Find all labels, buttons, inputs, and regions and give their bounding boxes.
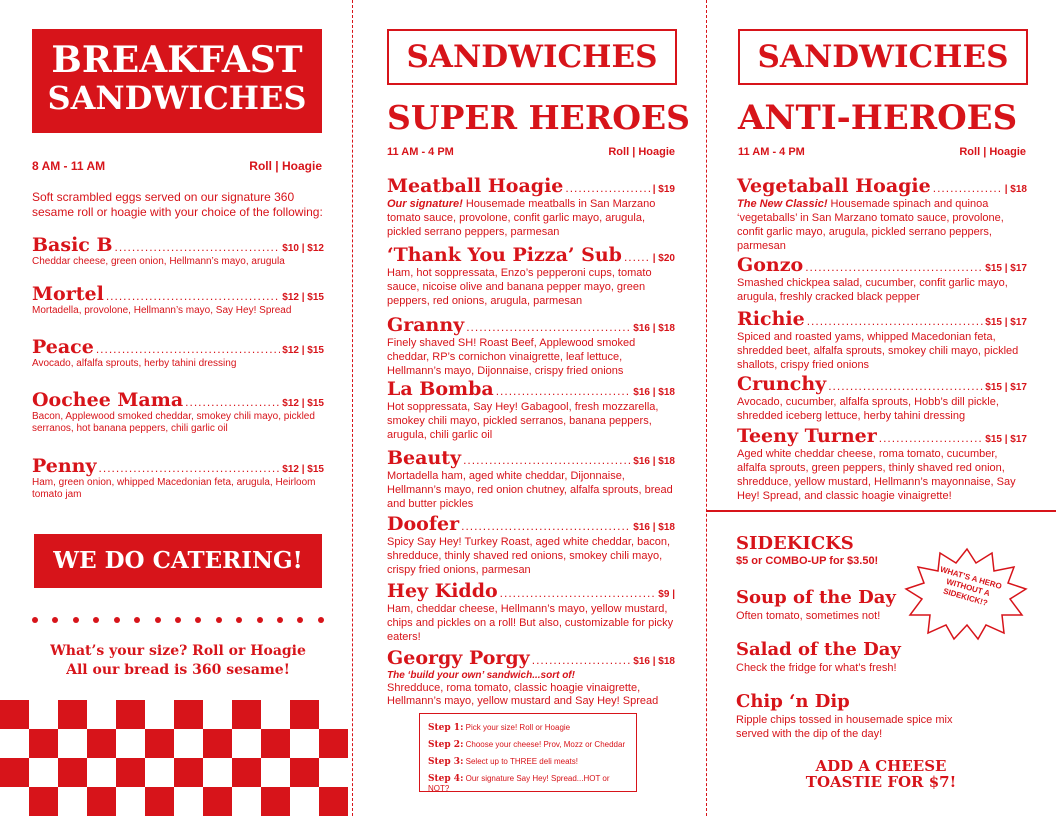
item-name: Penny <box>32 455 97 477</box>
sandwiches-heading-box <box>387 29 677 85</box>
menu-item <box>387 513 675 577</box>
step-row <box>428 757 628 767</box>
menu-item <box>387 647 675 708</box>
super-heroes-title: SUPER HEROES <box>387 98 690 137</box>
menu-item <box>387 314 675 378</box>
menu-item <box>737 175 1027 253</box>
item-price: $16 | $18 <box>633 323 675 334</box>
menu-item <box>32 336 324 370</box>
step-label: Step 2: <box>428 740 464 750</box>
side-item-description: Often tomato, sometimes not! <box>736 610 881 622</box>
item-name: Peace <box>32 336 94 358</box>
breakfast-bread: Roll | Hoagie <box>249 159 322 173</box>
menu-item <box>737 425 1027 503</box>
item-name: La Bomba <box>387 378 494 400</box>
step-row <box>428 774 628 793</box>
item-description: Aged white cheddar cheese, roma tomato, cucumber, alfalfa sprouts, green peppers, thinly shaved red onion, shredduce, yellow mustard, Hellmann’s mayonnaise, Say Hey! Spread, and classic hoagie vinaigrette! <box>737 448 1016 502</box>
item-price: $9 | <box>658 589 675 600</box>
side-item <box>736 691 966 741</box>
step-label: Step 1: <box>428 723 464 733</box>
item-price: $15 | $17 <box>985 263 1027 274</box>
menu-item <box>387 378 675 442</box>
item-description: Housemade meatballs in San Marzano tomato sauce, provolone, confit garlic mayo, arugula, pickled serrano peppers, parmesan <box>387 198 656 238</box>
item-name: Richie <box>737 308 805 330</box>
item-description: Finely shaved SH! Roast Beef, Applewood smoked cheddar, RP’s cornichon vinaigrette, leaf lettuce, Hellmann’s mayo, Dijonnaise, crispy fried onions <box>387 337 636 377</box>
menu-item <box>737 308 1027 372</box>
menu-item <box>32 389 324 435</box>
step-text: Our signature Say Hey! Spread...HOT or NOT? <box>428 774 610 793</box>
dot-divider <box>32 617 324 623</box>
item-price: $15 | $17 <box>985 317 1027 328</box>
sidekicks-title: SIDEKICKS <box>736 533 854 554</box>
item-description: Mortadella ham, aged white cheddar, Dijonnaise, Hellmann’s mayo, red onion chutney, alfalfa sprouts, bread and butter pickles <box>387 470 673 510</box>
item-name: ‘Thank You Pizza’ Sub <box>387 244 622 266</box>
item-price: $12 | $15 <box>282 345 324 356</box>
side-item-name: Soup of the Day <box>736 587 896 608</box>
menu-item <box>387 175 675 239</box>
side-item-description: Check the fridge for what’s fresh! <box>736 662 897 674</box>
menu-item <box>737 373 1027 423</box>
item-name: Beauty <box>387 447 462 469</box>
item-description: Ham, hot soppressata, Enzo’s pepperoni cups, tomato sauce, nicoise olive and banana pepper mayo, green peppers, red onions, arugula, parmesan <box>387 267 652 307</box>
item-description: Ham, cheddar cheese, Hellmann’s mayo, yellow mustard, chips and pickles on a roll! But also, customizable for picky eaters! <box>387 603 674 643</box>
item-price: $15 | $17 <box>985 382 1027 393</box>
item-name: Oochee Mama <box>32 389 184 411</box>
item-name: Gonzo <box>737 254 804 276</box>
item-price: $16 | $18 <box>633 522 675 533</box>
breakfast-title-line1: BREAKFAST <box>51 39 303 81</box>
side-item <box>736 639 976 675</box>
section-divider <box>706 510 1056 512</box>
item-name: Vegetaball Hoagie <box>737 175 931 197</box>
super-heroes-hours: 11 AM - 4 PM <box>387 146 454 158</box>
anti-heroes-hours-row <box>738 146 1026 158</box>
item-tagline: The ‘build your own’ sandwich...sort of! <box>387 670 575 681</box>
toastie-line2: TOASTIE FOR $7! <box>805 773 957 791</box>
menu-item <box>32 234 324 268</box>
item-name: Basic B <box>32 234 113 256</box>
item-description: Ham, green onion, whipped Macedonian feta, arugula, Heirloom tomato jam <box>32 477 316 500</box>
toastie-line1: ADD A CHEESE <box>815 757 947 775</box>
side-item-name: Chip ‘n Dip <box>736 691 850 712</box>
item-description: Bacon, Applewood smoked cheddar, smokey chili mayo, pickled serranos, hot banana peppers, chili garlic oil <box>32 411 315 434</box>
step-label: Step 4: <box>428 774 464 784</box>
step-row <box>428 740 628 750</box>
breakfast-title-line2: SANDWICHES <box>47 79 307 117</box>
item-name: Doofer <box>387 513 460 535</box>
anti-heroes-title: ANTI-HEROES <box>738 98 1018 138</box>
item-price: | $18 <box>1004 184 1027 195</box>
step-text: Select up to THREE deli meats! <box>463 757 578 766</box>
item-price: | $20 <box>652 253 675 264</box>
item-description: Hot soppressata, Say Hey! Gabagool, fresh mozzarella, smokey chili mayo, pickled serranos, banana peppers, arugula, chili garlic oil <box>387 401 659 441</box>
menu-item <box>737 254 1027 304</box>
step-row <box>428 723 628 733</box>
item-name: Meatball Hoagie <box>387 175 564 197</box>
menu-item <box>387 580 675 644</box>
anti-heroes-hours: 11 AM - 4 PM <box>738 146 805 158</box>
item-price: | $19 <box>652 184 675 195</box>
side-item-name: Salad of the Day <box>736 639 901 660</box>
item-name: Granny <box>387 314 465 336</box>
item-name: Hey Kiddo <box>387 580 498 602</box>
item-name: Teeny Turner <box>737 425 877 447</box>
item-price: $12 | $15 <box>282 464 324 475</box>
sidekicks-combo: $5 or COMBO-UP for $3.50! <box>736 555 879 567</box>
breakfast-column <box>0 0 352 816</box>
super-heroes-column <box>353 0 705 816</box>
item-name: Georgy Porgy <box>387 647 530 669</box>
checkered-pattern <box>0 700 352 816</box>
item-description: Smashed chickpea salad, cucumber, confit garlic mayo, arugula, freshly cracked black pepper <box>737 277 1008 303</box>
sandwiches-heading: SANDWICHES <box>757 39 1009 75</box>
menu-item <box>32 283 324 317</box>
menu-item <box>387 447 675 511</box>
step-text: Choose your cheese! Prov, Mozz or Cheddar <box>463 740 626 749</box>
item-description: Spicy Say Hey! Turkey Roast, aged white cheddar, bacon, shredduce, thinly shaved red onions, smokey chili mayo, crispy fried onions, parmesan <box>387 536 671 576</box>
item-description: Cheddar cheese, green onion, Hellmann’s mayo, arugula <box>32 256 285 267</box>
side-item-description: Ripple chips tossed in housemade spice mix served with the dip of the day! <box>736 714 953 740</box>
super-heroes-hours-row <box>387 146 675 158</box>
catering-banner <box>34 534 322 588</box>
item-name: Mortel <box>32 283 104 305</box>
side-item <box>736 587 936 623</box>
sandwiches-heading-box <box>738 29 1028 85</box>
item-price: $12 | $15 <box>282 398 324 409</box>
breakfast-title-box <box>32 29 322 133</box>
breakfast-hours: 8 AM - 11 AM <box>32 159 106 173</box>
bread-tagline-1: What’s your size? Roll or Hoagie <box>50 643 306 659</box>
anti-heroes-bread: Roll | Hoagie <box>959 146 1026 158</box>
item-description: Housemade spinach and quinoa ‘vegetaballs’ in San Marzano tomato sauce, provolone, confit garlic mayo, arugula, pickled serrano peppers, parmesan <box>737 198 1004 252</box>
item-description: Shredduce, roma tomato, classic hoagie vinaigrette, Hellmann’s mayo, yellow mustard and Say Hey! Spread <box>387 682 659 707</box>
item-price: $12 | $15 <box>282 292 324 303</box>
bread-tagline-2: All our bread is 360 sesame! <box>66 662 290 678</box>
step-text: Pick your size! Roll or Hoagie <box>463 723 571 732</box>
breakfast-intro: Soft scrambled eggs served on our signature 360 sesame roll or hoagie with your choice of the following: <box>32 190 323 219</box>
item-price: $15 | $17 <box>985 434 1027 445</box>
item-price: $16 | $18 <box>633 387 675 398</box>
breakfast-hours-row <box>32 159 322 173</box>
item-price: $16 | $18 <box>633 656 675 667</box>
item-description: Spiced and roasted yams, whipped Macedonian feta, shredded beet, alfalfa sprouts, smokey chili mayo, pickled shallots, crispy fried onions <box>737 331 1019 371</box>
sandwiches-heading: SANDWICHES <box>406 39 658 75</box>
item-price: $10 | $12 <box>282 243 324 254</box>
item-tagline: Our signature! <box>387 198 463 210</box>
anti-heroes-column <box>706 0 1056 816</box>
catering-text: WE DO CATERING! <box>53 547 303 574</box>
item-name: Crunchy <box>737 373 827 395</box>
item-description: Avocado, cucumber, alfalfa sprouts, Hobb’s dill pickle, shredded iceberg lettuce, herby tahini dressing <box>737 396 999 422</box>
super-heroes-bread: Roll | Hoagie <box>608 146 675 158</box>
item-description: Mortadella, provolone, Hellmann’s mayo, Say Hey! Spread <box>32 305 292 316</box>
menu-item <box>387 244 675 308</box>
item-tagline: The New Classic! <box>737 198 828 210</box>
menu-item <box>32 455 324 501</box>
step-label: Step 3: <box>428 757 464 767</box>
item-price: $16 | $18 <box>633 456 675 467</box>
item-description: Avocado, alfalfa sprouts, herby tahini dressing <box>32 358 237 369</box>
build-steps-box <box>419 713 637 792</box>
burst-text: WHAT’S A HERO WITHOUT A SIDEKICK!? <box>939 564 1003 608</box>
